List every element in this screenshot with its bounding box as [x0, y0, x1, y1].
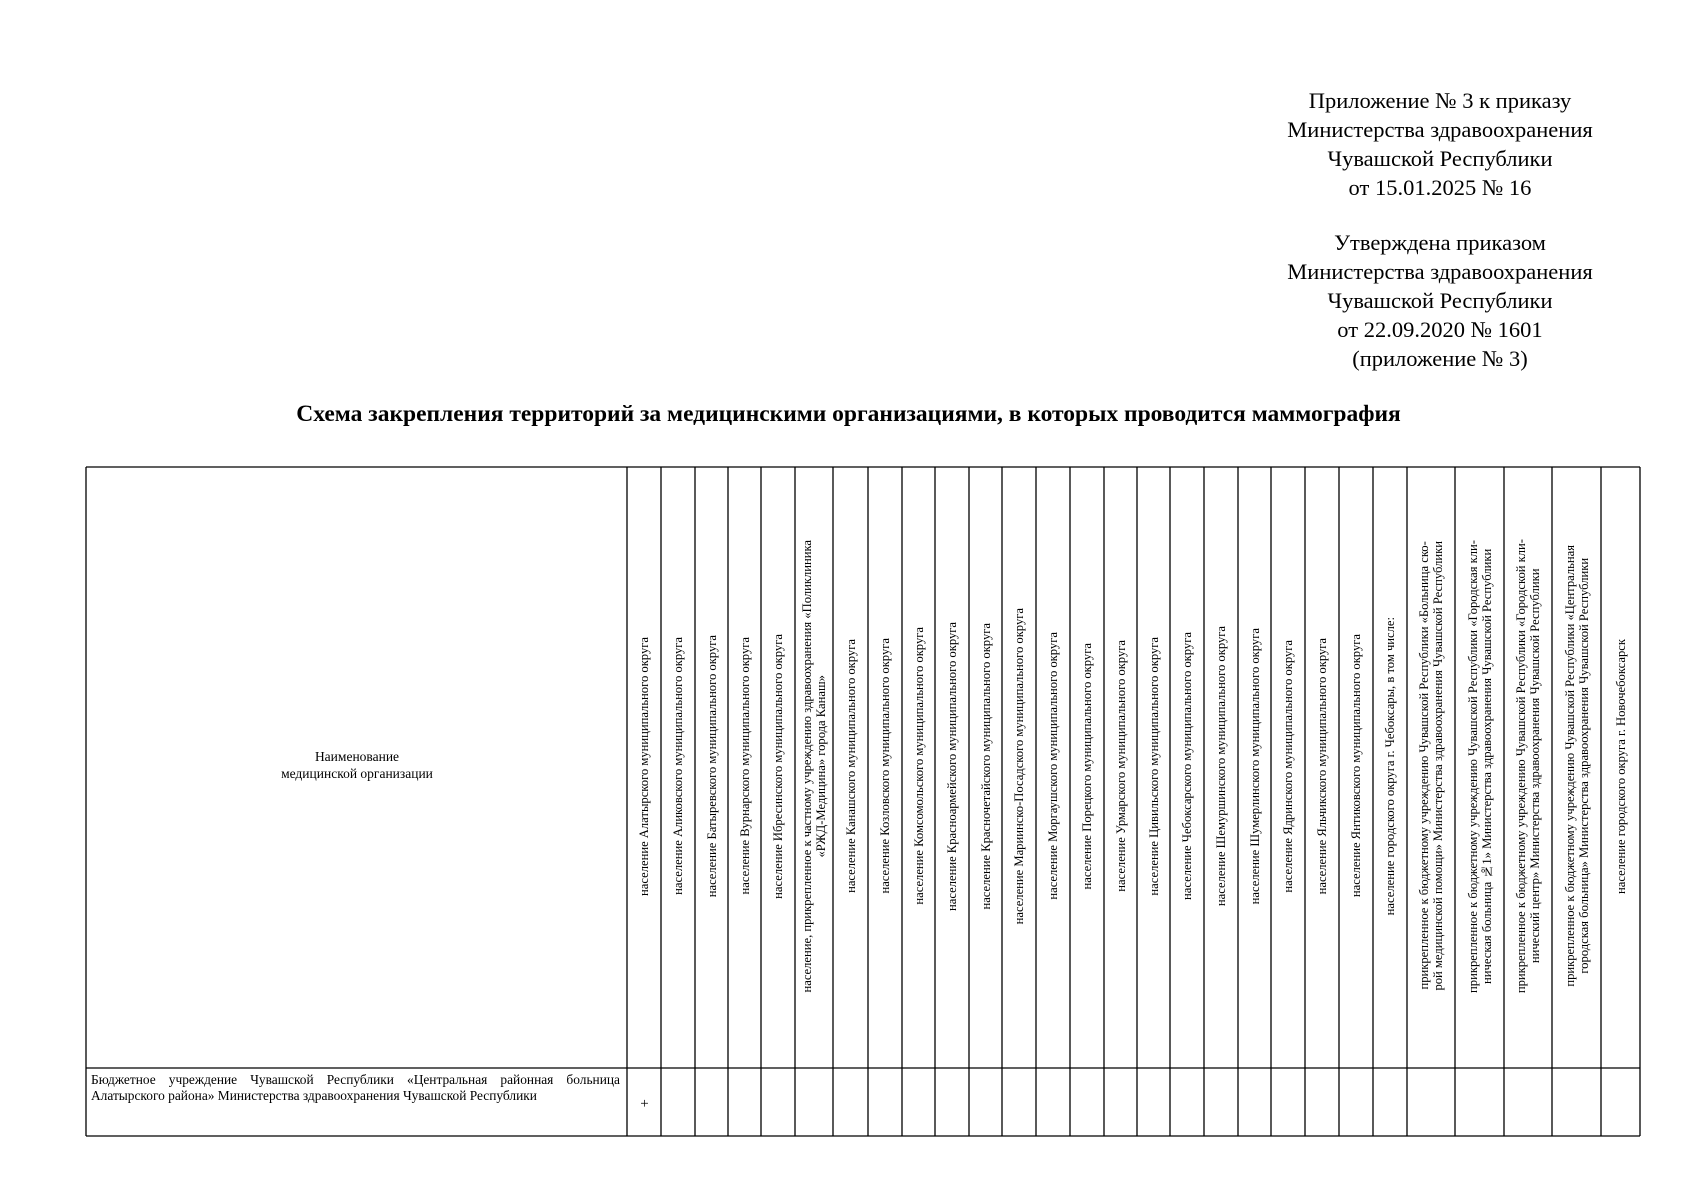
table-row-organization: Бюджетное учреждение Чувашской Республики «Центральная районная больница Алатырского района» Министерства здравоохранения Чувашской Республики [91, 1072, 620, 1104]
column-header [695, 468, 728, 1064]
column-header [1601, 468, 1640, 1064]
column-header [833, 468, 868, 1064]
column-header [969, 468, 1002, 1064]
table-row-mark: + [640, 1096, 649, 1112]
approval-line: (приложение № 3) [1352, 346, 1528, 371]
column-header-label: прикрепленное к бюджетному учреждению Чувашской Республики «Центральная городская больница» Министерства здравоохранения Чувашской Республики [1562, 545, 1591, 987]
column-header-label: население Козловского муниципального округа [878, 638, 892, 894]
column-header [1373, 468, 1407, 1064]
column-header [728, 468, 761, 1064]
column-header [902, 468, 935, 1064]
column-header [1104, 468, 1137, 1064]
approval-line: Министерства здравоохранения [1287, 259, 1593, 284]
column-header-label: население Шемуршинского муниципального округа [1214, 625, 1228, 907]
column-header [1137, 468, 1170, 1064]
column-header-label: население Ядринского муниципального округа [1281, 639, 1295, 893]
column-header [1036, 468, 1070, 1064]
org-header-line: Наименование [314, 749, 400, 764]
org-column-header [87, 748, 627, 782]
column-header [1170, 468, 1204, 1064]
column-header [1271, 468, 1305, 1064]
column-header [1455, 468, 1504, 1064]
column-header-label: население городского округа г. Чебоксары, в том числе: [1383, 616, 1397, 916]
column-header [661, 468, 695, 1064]
approval-line: Утверждена приказом [1334, 230, 1546, 255]
column-header-label: прикрепленное к бюджетному учреждению Чувашской Республики «Больница ско- рой медицинской помощи» Министерства здравоохранения Чувашской Республики [1417, 541, 1445, 991]
column-header [1002, 468, 1036, 1064]
column-header [935, 468, 969, 1064]
column-header-label: население городского округа г. Новочебоксарск [1613, 638, 1628, 894]
column-header [868, 468, 902, 1064]
column-header [1552, 468, 1601, 1064]
column-header-label: население Аликовского муниципального округа [671, 637, 685, 895]
column-header-label: население Ибресинского муниципального округа [771, 633, 785, 899]
column-header-label: население Яльчикского муниципального округа [1315, 637, 1329, 895]
column-header-label: население Алатырского муниципального округа [637, 636, 651, 896]
column-header-label: население Чебоксарского муниципального округа [1180, 632, 1194, 900]
column-header [795, 468, 833, 1064]
column-header-label: население Цивильского муниципального округа [1146, 636, 1161, 896]
column-header-label: население Красноармейского муниципального округа [945, 621, 959, 911]
appendix-line: Министерства здравоохранения [1287, 117, 1593, 142]
column-header-label: население Комсомольского муниципального округа [911, 627, 926, 905]
column-header [1070, 468, 1104, 1064]
column-header-label: население Мариинско-Посадского муниципального округа [1012, 607, 1026, 925]
column-header-label: население Канашского муниципального округа [843, 639, 858, 893]
org-header-line: медицинской организации [281, 766, 433, 781]
column-header-label: население Батыревского муниципального округа [704, 634, 719, 898]
column-header-label: население Урмарского муниципального округа [1113, 640, 1128, 892]
column-header [1238, 468, 1271, 1064]
document-title: Схема закрепления территорий за медицинскими организациями, в которых проводится маммография [296, 401, 1401, 427]
appendix-line: Чувашской Республики [1327, 146, 1553, 171]
column-header-label: население Порецкого муниципального округа [1080, 642, 1094, 890]
approval-line: Чувашской Республики [1327, 288, 1553, 313]
column-header-label: прикрепленное к бюджетному учреждению Чувашской Республики «Городская кли- ническая больница №1» Министерства здравоохранения Чувашской Республики [1465, 539, 1494, 993]
approval-line: от 22.09.2020 № 1601 [1337, 317, 1543, 342]
column-header [627, 468, 661, 1064]
column-header-label: население Янтиковского муниципального округа [1349, 634, 1363, 898]
column-header-label: население Шумерлинского муниципального округа [1247, 627, 1262, 905]
column-header [1204, 468, 1238, 1064]
column-header [1339, 468, 1373, 1064]
appendix-line: Приложение № 3 к приказу [1308, 88, 1572, 113]
column-header [761, 468, 795, 1064]
column-header-label: население, прикрепленное к частному учреждению здравоохранения «Поликлиника «РЖД-Медицина» города Канаш» [800, 539, 828, 993]
column-header [1407, 468, 1455, 1064]
column-header [1305, 468, 1339, 1064]
column-header-label: население Красночетайского муниципального округа [978, 622, 993, 910]
column-header-label: население Моргаушского муниципального округа [1046, 632, 1060, 900]
appendix-line: от 15.01.2025 № 16 [1348, 175, 1532, 200]
column-header [1504, 468, 1552, 1064]
column-header-label: прикрепленное к бюджетному учреждению Чувашской Республики «Городской кли- нический центр» Министерства здравоохранения Чувашской Республики [1514, 538, 1542, 994]
column-header-label: население Вурнарского муниципального округа [737, 637, 752, 895]
